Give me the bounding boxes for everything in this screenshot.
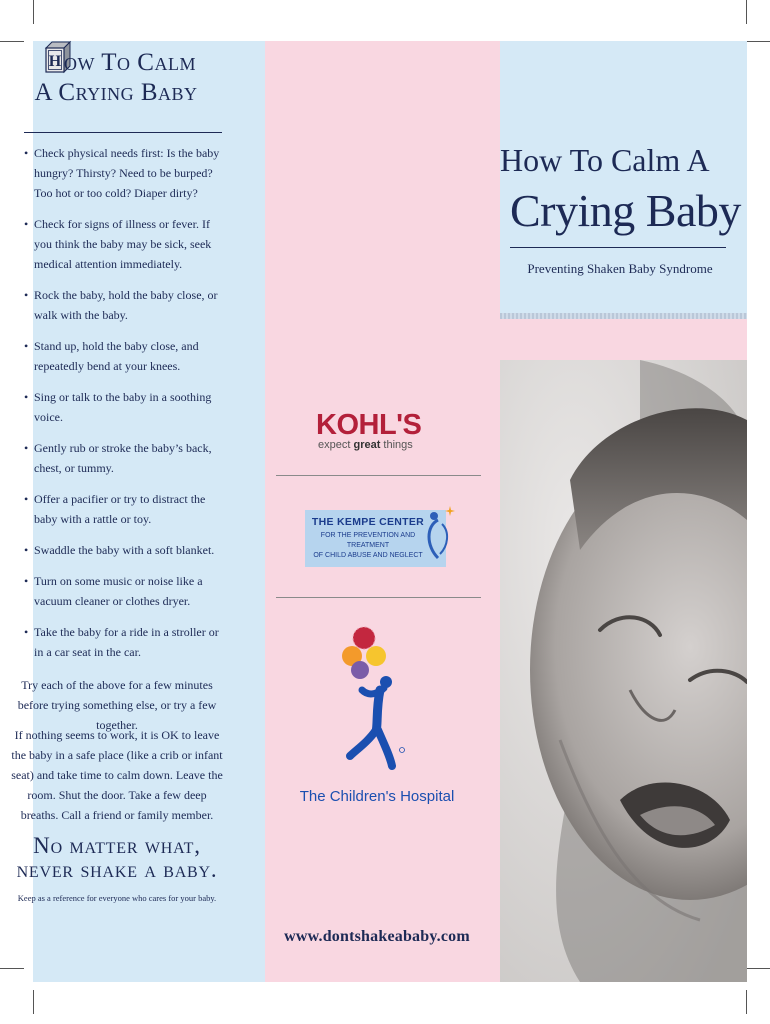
list-item: • Offer a pacifier or try to distract the baby with a rattle or toy. (24, 489, 224, 529)
kohls-wordmark: KOHL'S (316, 409, 422, 441)
list-item: • Take the baby for a ride in a stroller or in a car seat in the car. (24, 622, 224, 662)
kempe-figure-icon (422, 502, 458, 566)
block-letter: H (48, 53, 62, 70)
cover-title-line2: Crying Baby (510, 185, 741, 236)
warning-line1: No matter what, (33, 833, 201, 858)
list-item: • Stand up, hold the baby close, and repeatedly bend at your knees. (24, 336, 224, 376)
crop-mark (746, 0, 747, 24)
crop-mark (33, 0, 34, 24)
cover-title-divider (510, 247, 726, 248)
crop-mark (0, 968, 24, 969)
list-item: • Gently rub or stroke the baby’s back, chest, or tummy. (24, 438, 224, 478)
try-each-note: Try each of the above for a few minutes before trying something else, or try a few together. (17, 678, 217, 732)
reference-footnote: Keep as a reference for everyone who cares for your baby. (17, 893, 217, 903)
list-item: • Sing or talk to the baby in a soothing voice. (24, 387, 224, 427)
kempe-name: THE KEMPE CENTER (311, 516, 425, 528)
cover-title-line1: How To Calm A (500, 142, 710, 178)
crop-mark (0, 41, 24, 42)
calming-tips-list (24, 143, 224, 673)
never-shake-warning (6, 834, 228, 882)
list-item: • Check for signs of illness or fever. If you think the baby may be sick, seek medical attention immediately. (24, 214, 224, 274)
kempe-subtitle (305, 531, 431, 561)
website-url: www.dontshakeababy.com (284, 928, 470, 945)
list-item: • Check physical needs first: Is the baby hungry? Thirsty? Need to be burped? Too hot or too cold? Diaper dirty? (24, 143, 224, 203)
title-divider (24, 132, 222, 133)
calm-down-note: If nothing seems to work, it is OK to leave the baby in a safe place (like a crib or infant seat) and take time to calm down. Leave the room. Shut the door. Take a few deep breaths. Call a friend or family member. (11, 728, 223, 822)
kempe-text (305, 516, 431, 561)
cover-subtitle: Preventing Shaken Baby Syndrome (527, 261, 713, 276)
kempe-sub-line1: FOR THE PREVENTION AND TREATMENT (320, 532, 416, 549)
kohls-tagline: expect great things (318, 439, 413, 451)
kempe-center-logo (305, 510, 446, 567)
crop-mark (746, 41, 770, 42)
hospital-name: The Children's Hospital (299, 788, 455, 805)
sponsor-divider (276, 597, 481, 598)
list-item: • Rock the baby, hold the baby close, or walk with the baby. (24, 285, 224, 325)
crop-mark (746, 968, 770, 969)
kohls-logo (296, 406, 446, 456)
left-panel-title (0, 48, 232, 108)
childrens-hospital-logo (340, 620, 410, 780)
crop-mark (33, 990, 34, 1014)
crop-mark (746, 990, 747, 1014)
warning-line2: never shake a baby. (16, 857, 218, 882)
left-title-line2: A Crying Baby (34, 79, 198, 106)
list-item: • Swaddle the baby with a soft blanket. (24, 540, 224, 560)
kempe-sub-line2: OF CHILD ABUSE AND NEGLECT (313, 552, 423, 559)
list-item: • Turn on some music or noise like a vacuum cleaner or clothes dryer. (24, 571, 224, 611)
sponsor-divider (276, 475, 481, 476)
crying-baby-photo (500, 360, 747, 982)
left-title-line1: ow To Calm (64, 49, 196, 76)
